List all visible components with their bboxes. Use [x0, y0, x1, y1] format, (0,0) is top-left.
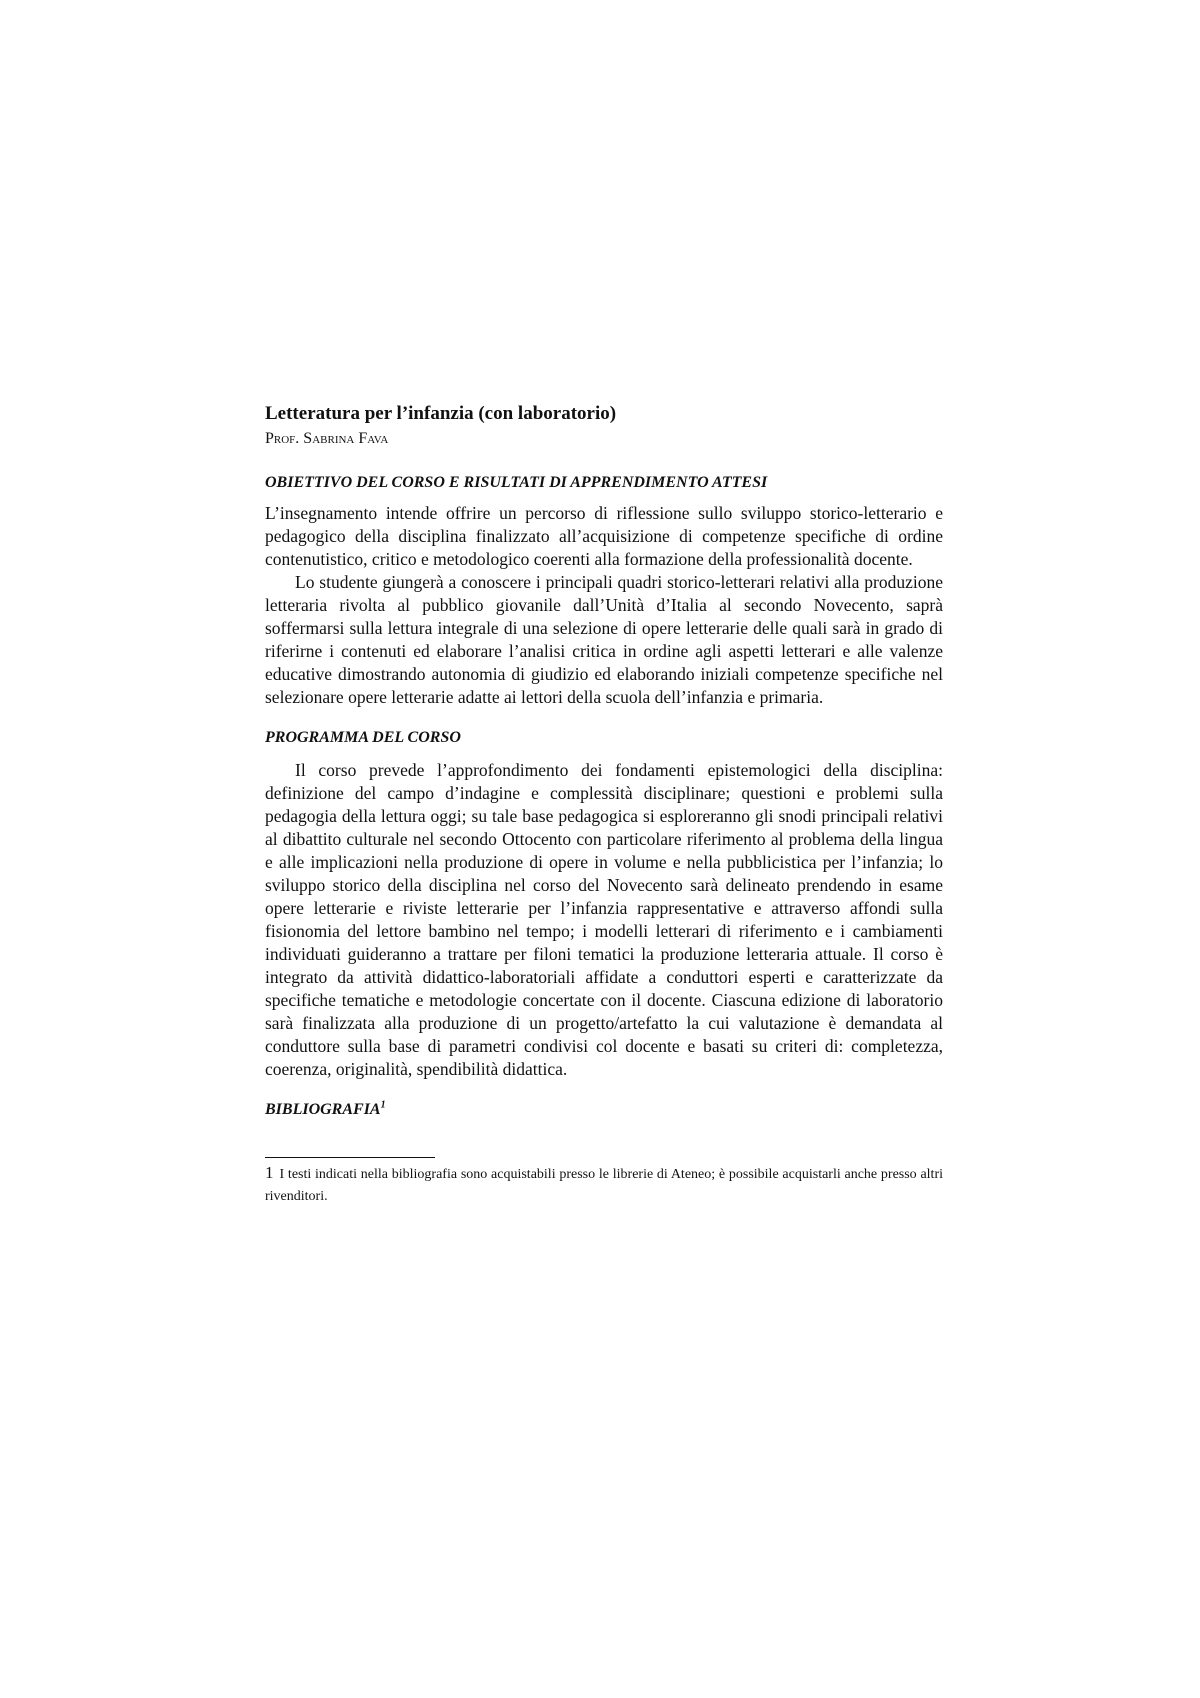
bibliografia-heading-text: BIBLIOGRAFIA [265, 1101, 381, 1118]
section-heading-programma: PROGRAMMA DEL CORSO [265, 729, 461, 746]
obiettivo-paragraph-2: Lo studente giungerà a conoscere i principali quadri storico-letterari relativi alla produzione letteraria rivolta al pubblico giovanile dall’Unità d’Italia al secondo Novecento, saprà soffermarsi sulla lettura integrale di una selezione di opere letterarie delle quali sarà in grado di riferirne i contenuti ed elaborare l’analisi critica in ordine agli aspetti letterari e alle valenze educative dimostrando autonomia di giudizio ed elaborando iniziali competenze specifiche nel selezionare opere letterarie adatte ai lettori della scuola dell’infanzia e primaria. [265, 572, 943, 707]
obiettivo-paragraph-1: L’insegnamento intende offrire un percorso di riflessione sullo sviluppo storico-letterario e pedagogico della disciplina finalizzato all’acquisizione di competenze specifiche di ordine contenutistico, critico e metodologico coerenti alla formazione della professionalità docente. [265, 503, 943, 569]
footnote-text: I testi indicati nella bibliografia sono acquistabili presso le librerie di Ateneo; è possibile acquistarli anche presso altri rivenditori. [265, 1167, 943, 1204]
footnote-reference[interactable]: 1 [380, 1099, 386, 1111]
course-author: Prof. Sabrina Fava [265, 430, 389, 447]
section-heading-obiettivo: OBIETTIVO DEL CORSO E RISULTATI DI APPRENDIMENTO ATTESI [265, 474, 768, 491]
programma-paragraph: Il corso prevede l’approfondimento dei fondamenti epistemologici della disciplina: definizione del campo d’indagine e complessità disciplinare; questioni e problemi sulla pedagogia della lettura oggi; su tale base pedagogica si esploreranno gli snodi principali relativi al dibattito culturale nel secondo Ottocento con particolare riferimento al problema della lingua e alle implicazioni nella produzione di opere in volume e nella pubblicistica per l’infanzia; lo sviluppo storico della disciplina nel corso del Novecento sarà delineato prendendo in esame opere letterarie e riviste letterarie per l’infanzia rappresentative e attraverso affondi sulla fisionomia del lettore bambino nel tempo; i modelli letterari di riferimento e i cambiamenti individuati guideranno a trattare per filoni tematici la produzione letteraria attuale. Il corso è integrato da attività didattico-laboratoriali affidate a conduttori esperti e caratterizzate da specifiche tematiche e metodologie concertate con il docente. Ciascuna edizione di laboratorio sarà finalizzata alla produzione di un progetto/artefatto la cui valutazione è demandata al conduttore sulla base di parametri condivisi col docente e basati su criteri di: completezza, coerenza, originalità, spendibilità didattica. [265, 760, 943, 1079]
course-title: Letteratura per l’infanzia (con laboratorio) [265, 403, 617, 424]
footnote-separator [265, 1157, 435, 1158]
footnote [265, 1162, 943, 1208]
document-page [265, 402, 943, 1208]
footnote-number: 1 [265, 1163, 274, 1182]
section-heading-bibliografia [265, 1099, 943, 1121]
